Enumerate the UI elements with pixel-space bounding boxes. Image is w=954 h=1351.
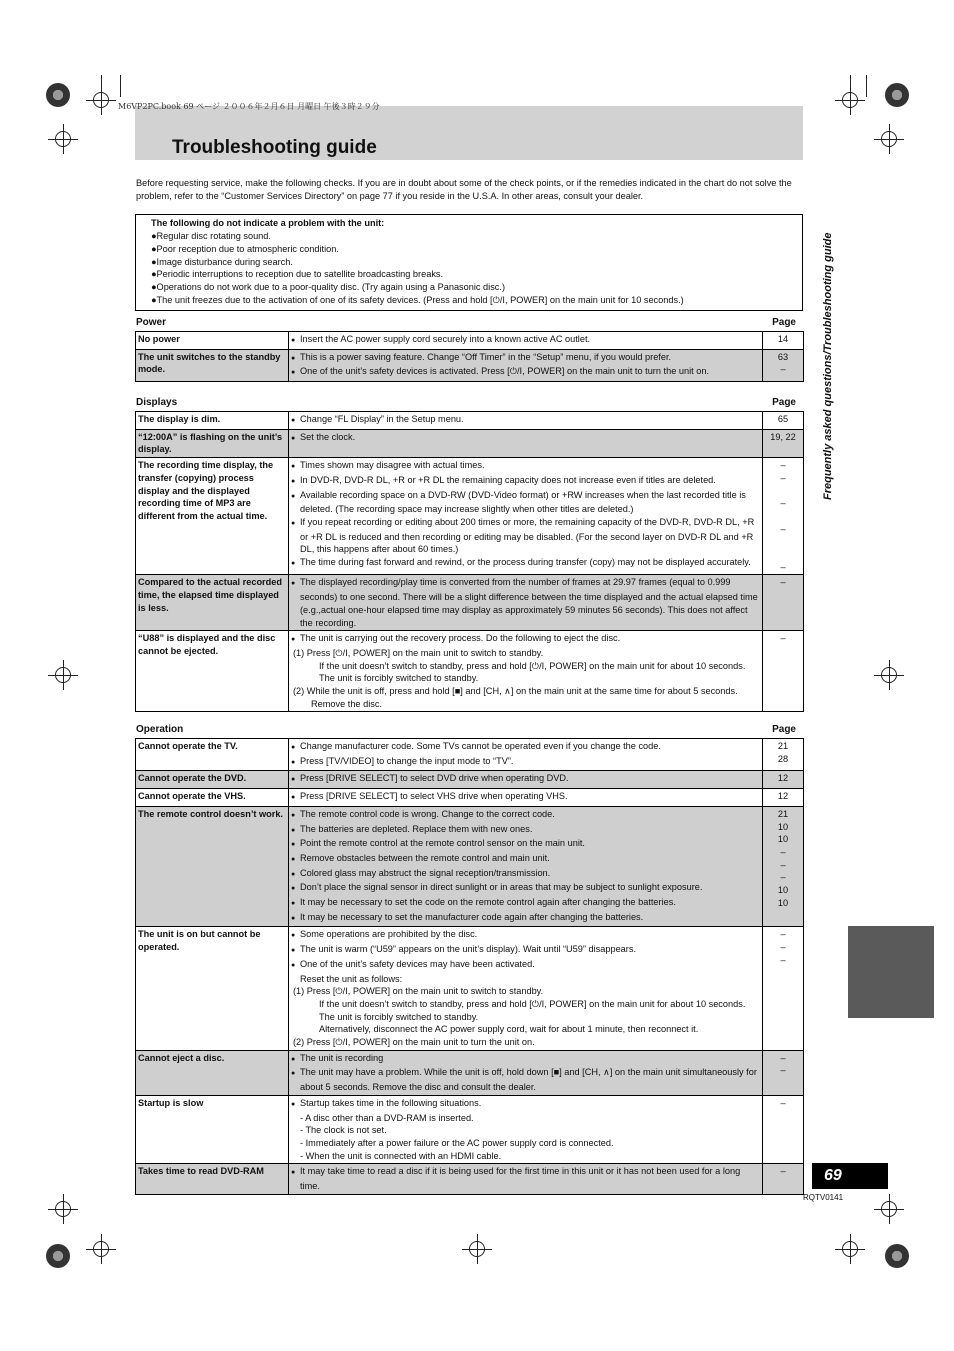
remedy-line: (2) Press [⏻/I, POWER] on the main unit to turn the unit on.: [293, 1037, 535, 1048]
page-title: Troubleshooting guide: [172, 137, 377, 158]
table-row: [136, 1050, 804, 1095]
remedy-line: ● Times shown may disagree with actual times.: [291, 459, 760, 474]
table-row: [136, 771, 804, 789]
remedy-line: ● The unit is recording: [291, 1052, 760, 1067]
remedy-cell: [289, 429, 763, 457]
page-ref: –: [780, 561, 786, 572]
page-ref: –: [780, 1097, 786, 1108]
section-title: Operation: [136, 724, 184, 735]
power-table: [135, 331, 804, 382]
notice-list: [151, 230, 802, 307]
table-row: [136, 349, 804, 381]
page-column-label: Page: [772, 724, 796, 735]
remedy-line: If the unit doesn’t switch to standby, press and hold [⏻/I, POWER] on the main unit for about 10 seconds. The unit is forcibly switched to standby.: [319, 660, 746, 684]
remedy-line: ● The displayed recording/play time is converted from the number of frames at 29.97 frames (equal to 0.999 seconds) to one second. There will be a slight difference between the time displayed and the actual elapsed time (e.g.,actual one-hour elapsed time may display as approximately 59 minutes 56 seconds). This does not affect the recording.: [291, 576, 760, 629]
page-ref: –: [780, 1052, 786, 1063]
problem-cell: “U88” is displayed and the disc cannot be ejected.: [136, 631, 289, 712]
remedy-line: ● Set the clock.: [291, 431, 760, 446]
page-ref-cell: [763, 789, 804, 807]
side-chapter-label: Frequently asked questions/Troubleshooting guide: [822, 232, 834, 500]
remedy-line: If the unit doesn’t switch to standby, press and hold [⏻/I, POWER] on the main unit for about 10 seconds. The unit is forcibly switched to standby.: [319, 998, 746, 1022]
remedy-line: Alternatively, disconnect the AC power supply cord, wait for about 1 minute, then reconnect it.: [319, 1024, 699, 1035]
problem-cell: The recording time display, the transfer (copying) process display and the displayed recording time of MP3 are different from the actual time.: [136, 458, 289, 575]
page-ref: 10: [777, 897, 789, 908]
remedy-line: (1) Press [⏻/I, POWER] on the main unit to switch to standby.: [293, 647, 544, 658]
page-ref: –: [780, 859, 786, 870]
remedy-line: ● Some operations are prohibited by the disc.: [291, 928, 760, 943]
notice-title: The following do not indicate a problem with the unit:: [151, 218, 385, 228]
remedy-line: - The clock is not set.: [300, 1125, 387, 1136]
notice-item: ●Periodic interruptions to reception due to satellite broadcasting breaks.: [151, 269, 444, 280]
remedy-cell: [289, 458, 763, 575]
remedy-cell: [289, 1095, 763, 1164]
remedy-line: ● The unit is warm (“U59” appears on the unit’s display). Wait until “U59” disappears.: [291, 943, 760, 958]
remedy-line: ● This is a power saving feature. Change “Off Timer” in the “Setup” menu, if you would prefer.: [291, 351, 760, 366]
problem-cell: Cannot operate the VHS.: [136, 789, 289, 807]
table-row: [136, 927, 804, 1050]
problem-cell: Takes time to read DVD-RAM: [136, 1164, 289, 1194]
remedy-line: ● It may be necessary to set the code on the remote control again after changing the batteries.: [291, 896, 760, 911]
page-ref: –: [780, 872, 786, 883]
remedy-cell: [289, 349, 763, 381]
remedy-cell: [289, 739, 763, 771]
remedy-line: ● The remote control code is wrong. Change to the correct code.: [291, 808, 760, 823]
page-ref-cell: [763, 349, 804, 381]
page-ref: –: [780, 364, 786, 375]
remedy-line: ● One of the unit’s safety devices may have been activated.: [291, 958, 760, 973]
remedy-line: ● Don’t place the signal sensor in direct sunlight or in areas that may be subject to sunlight exposure.: [291, 881, 760, 896]
remedy-line: ● Colored glass may abstruct the signal reception/transmission.: [291, 867, 760, 882]
page-ref: –: [780, 846, 786, 857]
table-row: [136, 575, 804, 631]
page-ref: –: [780, 498, 786, 509]
problem-cell: The unit is on but cannot be operated.: [136, 927, 289, 1050]
page-ref: 21: [777, 741, 789, 751]
page-column-label: Page: [772, 317, 796, 328]
remedy-line: ● Insert the AC power supply cord securely into a known active AC outlet.: [291, 333, 760, 348]
remedy-line: ● Press [DRIVE SELECT] to select DVD drive when operating DVD.: [291, 772, 760, 787]
page-ref: 12: [777, 773, 789, 784]
notice-item: ●Poor reception due to atmospheric condition.: [151, 243, 339, 254]
table-row: [136, 1095, 804, 1164]
page-ref-cell: [763, 739, 804, 771]
page-ref: –: [780, 460, 786, 471]
remedy-line: (1) Press [⏻/I, POWER] on the main unit to switch to standby.: [293, 986, 544, 997]
section-power-header: [136, 317, 804, 328]
remedy-cell: [289, 1050, 763, 1095]
page-column-label: Page: [772, 397, 796, 408]
page-ref: 10: [777, 834, 789, 845]
page-ref: –: [780, 942, 786, 953]
remedy-line: (2) While the unit is off, press and hold [■] and [CH, ∧] on the main unit at the same time for about 5 seconds. Remove the disc.: [293, 686, 738, 709]
remedy-line: ● It may be necessary to set the manufacturer code again after changing the batteries.: [291, 911, 760, 926]
table-row: [136, 631, 804, 712]
page-ref: –: [780, 633, 786, 644]
page-ref: 28: [777, 753, 789, 764]
problem-cell: Compared to the actual recorded time, the elapsed time displayed is less.: [136, 575, 289, 631]
problem-cell: No power: [136, 332, 289, 350]
remedy-cell: [289, 332, 763, 350]
page-ref: 63: [777, 351, 789, 362]
page-ref-cell: [763, 631, 804, 712]
page-ref-cell: [763, 1050, 804, 1095]
page-ref-cell: [763, 1164, 804, 1194]
page-ref: –: [780, 1166, 786, 1177]
page-ref: 14: [777, 334, 789, 344]
page-ref: –: [780, 954, 786, 965]
page-ref-cell: [763, 332, 804, 350]
notice-box: [135, 214, 803, 311]
remedy-line: ● The batteries are depleted. Replace them with new ones.: [291, 823, 760, 838]
notice-item: ●Regular disc rotating sound.: [151, 231, 271, 241]
remedy-line: ● Startup takes time in the following situations.: [291, 1097, 760, 1112]
page-ref: –: [780, 929, 786, 940]
section-title: Power: [136, 317, 167, 328]
remedy-line: - When the unit is connected with an HDMI cable.: [300, 1150, 502, 1161]
page-ref: 12: [777, 791, 789, 802]
remedy-cell: [289, 1164, 763, 1194]
remedy-line: ● One of the unit’s safety devices is activated. Press [⏻/I, POWER] on the main unit to turn the unit on.: [291, 365, 760, 380]
page-ref-cell: [763, 412, 804, 430]
table-row: [136, 789, 804, 807]
table-row: [136, 739, 804, 771]
section-title: Displays: [136, 397, 178, 408]
problem-cell: Cannot eject a disc.: [136, 1050, 289, 1095]
page-ref-cell: [763, 429, 804, 457]
table-row: [136, 412, 804, 430]
remedy-line: ● The time during fast forward and rewind, or the process during transfer (copy) may not be displayed accurately.: [291, 556, 760, 571]
table-row: [136, 332, 804, 350]
chapter-tab: [848, 926, 934, 1018]
section-operation-header: [136, 724, 804, 735]
page-ref: 10: [777, 885, 789, 896]
remedy-cell: [289, 631, 763, 712]
page-ref: [765, 548, 801, 561]
remedy-line: Reset the unit as follows:: [300, 973, 403, 984]
remedy-line: ● Press [TV/VIDEO] to change the input mode to “TV”.: [291, 755, 760, 770]
remedy-line: - A disc other than a DVD-RAM is inserted.: [300, 1112, 474, 1123]
intro-paragraph: Before requesting service, make the following checks. If you are in doubt about some of the check points, or if the remedies indicated in the chart do not solve the problem, refer to the “Customer Services Directory” on page 77 if you reside in the U.S.A. In other areas, consult your dealer.: [136, 178, 792, 201]
problem-cell: The unit switches to the standby mode.: [136, 349, 289, 381]
problem-cell: “12:00A” is flashing on the unit’s display.: [136, 429, 289, 457]
page-ref: [765, 485, 801, 498]
notice-item: ●Image disturbance during search.: [151, 256, 293, 267]
page-ref-cell: [763, 575, 804, 631]
page-ref: –: [780, 577, 786, 588]
problem-cell: The remote control doesn’t work.: [136, 806, 289, 927]
operation-table: [135, 738, 804, 1195]
page-ref: –: [780, 472, 786, 483]
table-row: [136, 458, 804, 575]
page-ref-cell: [763, 927, 804, 1050]
page-ref: 21: [777, 808, 789, 819]
remedy-cell: [289, 575, 763, 631]
page-ref-cell: [763, 806, 804, 927]
remedy-line: ● Change manufacturer code. Some TVs cannot be operated even if you change the code.: [291, 740, 760, 755]
page-ref: 19, 22: [770, 431, 796, 442]
remedy-cell: [289, 927, 763, 1050]
remedy-line: ● Change “FL Display” in the Setup menu.: [291, 413, 760, 428]
table-row: [136, 806, 804, 927]
remedy-line: ● It may take time to read a disc if it is being used for the first time in this unit or it has not been used for a long time.: [291, 1165, 760, 1192]
remedy-line: ● If you repeat recording or editing about 200 times or more, the remaining capacity of the DVD-R, DVD-R DL, +R or +R DL is reduced and then recording or editing may be disabled. (For the second layer on DVD-R DL and +R DL, this happens after about 60 times.): [291, 516, 760, 556]
page-ref: 65: [777, 414, 789, 424]
table-row: [136, 429, 804, 457]
document-code: RQTV0141: [803, 1193, 844, 1202]
notice-item: ●The unit freezes due to the activation of one of its safety devices. (Press and hold [⏻/I, POWER] on the main unit for 10 seconds.): [151, 294, 684, 305]
page-ref: –: [780, 1065, 786, 1076]
remedy-cell: [289, 806, 763, 927]
problem-cell: Startup is slow: [136, 1095, 289, 1164]
remedy-cell: [289, 412, 763, 430]
problem-cell: Cannot operate the DVD.: [136, 771, 289, 789]
notice-item: ●Operations do not work due to a poor-quality disc. (Try again using a Panasonic disc.): [151, 282, 506, 293]
page-ref-cell: [763, 458, 804, 575]
page-ref: [765, 535, 801, 548]
page-number: 69: [812, 1163, 888, 1189]
section-displays-header: [136, 397, 804, 408]
remedy-line: ● In DVD-R, DVD-R DL, +R or +R DL the remaining capacity does not increase even if titles are deleted.: [291, 474, 760, 489]
page-ref: 10: [777, 821, 789, 832]
remedy-line: ● Remove obstacles between the remote control and main unit.: [291, 852, 760, 867]
remedy-line: ● Point the remote control at the remote control sensor on the main unit.: [291, 837, 760, 852]
table-row: [136, 1164, 804, 1194]
remedy-line: - Immediately after a power failure or the AC power supply cord is connected.: [300, 1137, 614, 1148]
remedy-cell: [289, 771, 763, 789]
problem-cell: Cannot operate the TV.: [136, 739, 289, 771]
remedy-cell: [289, 789, 763, 807]
problem-cell: The display is dim.: [136, 412, 289, 430]
remedy-line: ● Available recording space on a DVD-RW (DVD-Video format) or +RW increases when the last recorded title is deleted. (The recording space may increase slightly when other titles are deleted.): [291, 489, 760, 516]
page-ref: [765, 510, 801, 523]
book-file-line: M6VP2PC.book 69 ページ ２００６年２月６日 月曜日 午後３時２９分: [118, 102, 380, 111]
remedy-line: ● The unit is carrying out the recovery process. Do the following to eject the disc.: [291, 632, 760, 647]
remedy-line: ● Press [DRIVE SELECT] to select VHS drive when operating VHS.: [291, 790, 760, 805]
remedy-line: ● The unit may have a problem. While the unit is off, hold down [■] and [CH, ∧] on the main unit simultaneously for about 5 seconds. Remove the disc and consult the dealer.: [291, 1066, 760, 1093]
page-ref-cell: [763, 771, 804, 789]
page-ref: –: [780, 523, 786, 534]
displays-table: [135, 411, 804, 712]
page-ref-cell: [763, 1095, 804, 1164]
